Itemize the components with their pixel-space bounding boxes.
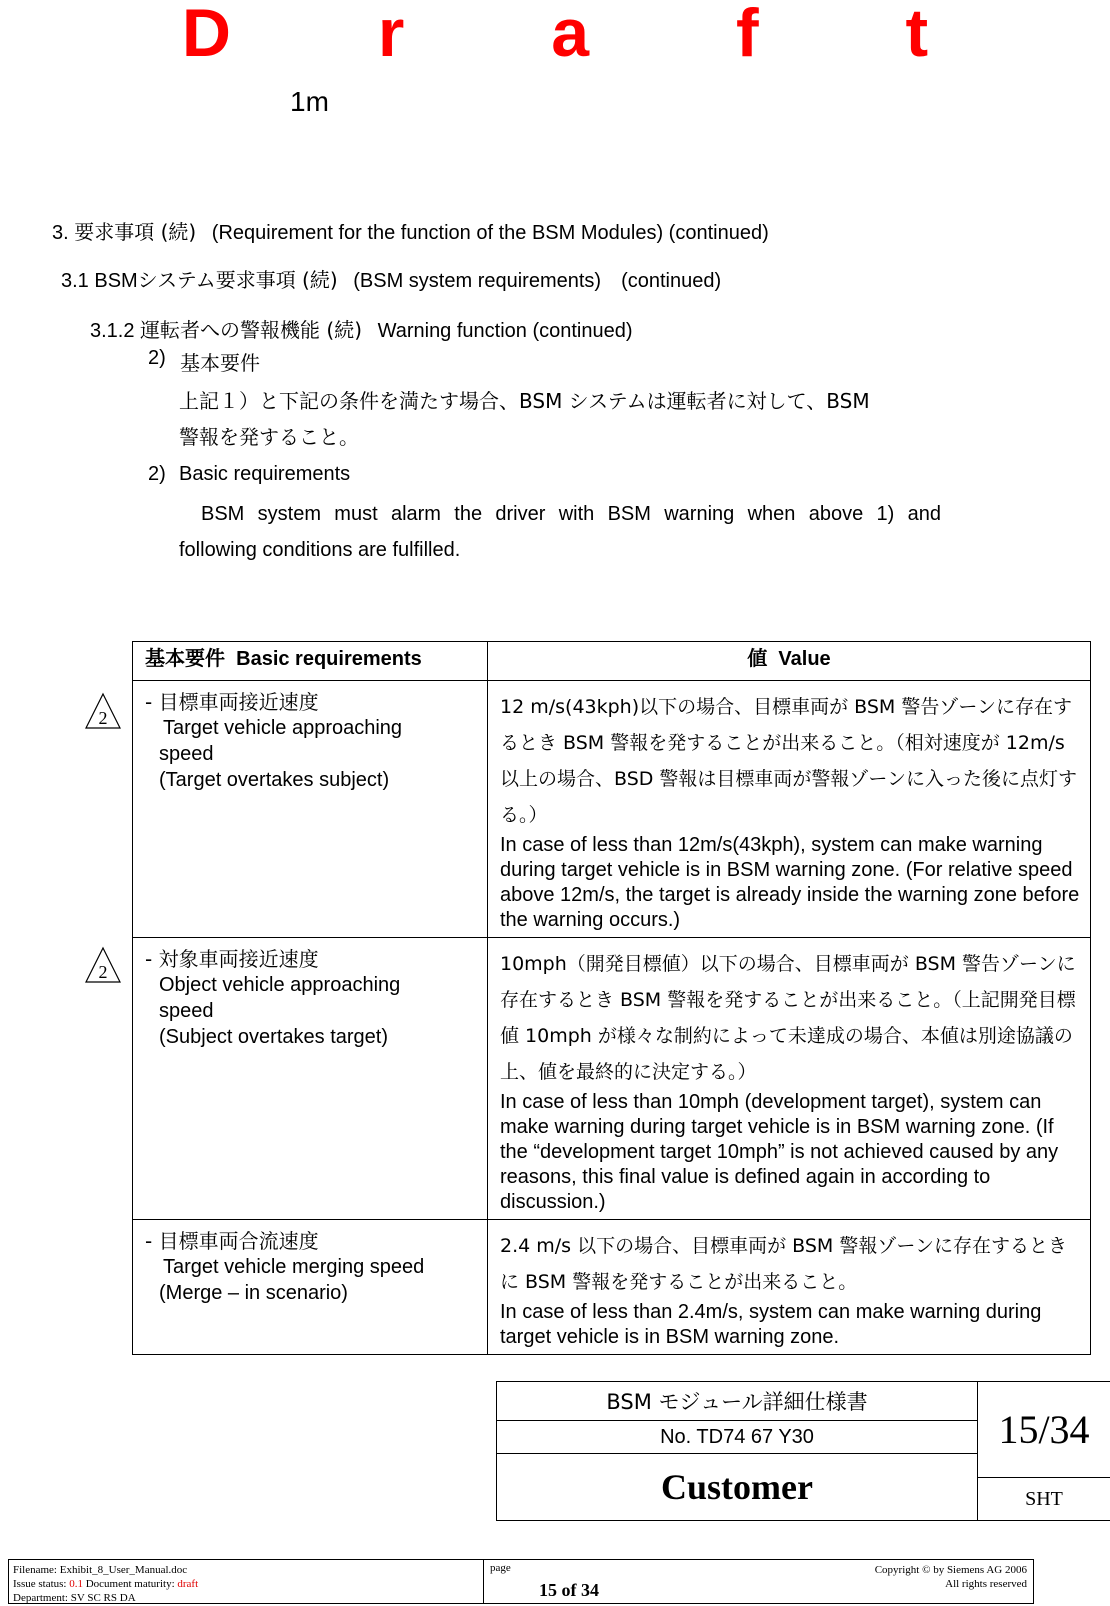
heading-3-1-en: (BSM system requirements) (continued) bbox=[353, 270, 722, 292]
requirement-cell bbox=[133, 681, 488, 938]
section-jp-line2: 警報を発すること。 bbox=[179, 425, 359, 449]
filename: Exhibit_8_User_Manual.doc bbox=[59, 1564, 188, 1576]
issue-label: Issue status: bbox=[13, 1578, 67, 1590]
document-maturity: draft bbox=[177, 1578, 199, 1590]
requirement-en-line1: Target vehicle merging speed bbox=[163, 1256, 425, 1278]
heading-3-1-2-jp: 運転者への警報機能 (続) bbox=[140, 318, 363, 342]
requirement-en-line2: speed bbox=[159, 743, 214, 765]
section-jp-number: 2) bbox=[148, 347, 166, 369]
section-jp-line1: 上記１）と下記の条件を満たす場合、BSM システムは運転者に対して、BSM bbox=[179, 389, 870, 413]
requirement-jp: - 対象車両接近速度 bbox=[145, 947, 319, 971]
page-number: 15 of 34 bbox=[539, 1580, 599, 1600]
header-basic-requirements bbox=[133, 642, 488, 681]
footer-document-info bbox=[13, 1563, 198, 1605]
heading-3-1-2-number: 3.1.2 bbox=[90, 320, 135, 342]
section-en-body bbox=[179, 496, 941, 568]
heading-3-1 bbox=[61, 264, 721, 293]
requirements-table bbox=[132, 641, 1091, 1355]
footer-copyright bbox=[875, 1563, 1027, 1591]
page-footer bbox=[8, 1559, 1034, 1604]
revision-number: 2 bbox=[98, 708, 108, 728]
header-left-jp: 基本要件 bbox=[145, 646, 225, 670]
section-en-line1: BSM system must alarm the driver with BSM warning when above 1) and bbox=[201, 503, 941, 525]
value-jp: 2.4 m/s 以下の場合、目標車両が BSM 警報ゾーンに存在するときに BSM 警報を発することが出来ること。 bbox=[500, 1235, 1067, 1293]
section-en-line2: following conditions are fulfilled. bbox=[179, 539, 461, 561]
requirement-en-line1: Target vehicle approaching bbox=[163, 717, 403, 739]
section-en-title: Basic requirements bbox=[179, 463, 351, 485]
header-right-en: Value bbox=[778, 648, 831, 670]
value-jp: 12 m/s(43kph)以下の場合、目標車両が BSM 警告ゾーンに存在するとき BSM 警報を発することが出来ること。（相対速度が 12m/s 以上の場合、BSD 警報は目標車両が警報ゾーンに入った後に点灯する。） bbox=[500, 696, 1084, 826]
section-jp-body bbox=[179, 383, 870, 455]
sheet-number: 15/34 bbox=[978, 1382, 1110, 1478]
sheet-label: SHT bbox=[978, 1478, 1110, 1521]
table-header-row bbox=[133, 642, 1091, 681]
page-label: page bbox=[490, 1562, 511, 1574]
header-value bbox=[488, 642, 1091, 681]
table-row bbox=[133, 938, 1091, 1220]
document-title: BSM モジュール詳細仕様書 bbox=[497, 1382, 978, 1421]
department: SV SC RS DA bbox=[70, 1592, 136, 1604]
requirement-en-line3: (Subject overtakes target) bbox=[159, 1026, 388, 1048]
filename-label: Filename: bbox=[13, 1564, 57, 1576]
heading-3-1-2-en: Warning function (continued) bbox=[377, 320, 633, 342]
value-cell bbox=[488, 1220, 1091, 1355]
table-row bbox=[133, 1220, 1091, 1355]
requirement-jp: - 目標車両合流速度 bbox=[145, 1229, 319, 1253]
maturity-label: Document maturity: bbox=[85, 1578, 175, 1590]
rights-reserved: All rights reserved bbox=[945, 1578, 1027, 1590]
value-en: In case of less than 12m/s(43kph), system can make warning during target vehicle is in BSM warning zone. (For relative speed above 12m/s, the target is already inside the warning zone before the warning occurs.) bbox=[500, 834, 1080, 931]
copyright: Copyright © by Siemens AG 2006 bbox=[874, 1564, 1027, 1576]
revision-triangle-icon bbox=[84, 692, 122, 730]
heading-3-en: (Requirement for the function of the BSM Modules) (continued) bbox=[211, 222, 769, 244]
header-left-en: Basic requirements bbox=[236, 648, 422, 670]
document-number: No. TD74 67 Y30 bbox=[497, 1421, 978, 1454]
requirement-cell bbox=[133, 938, 488, 1220]
requirement-en-line2: speed bbox=[159, 1000, 214, 1022]
department-label: Department: bbox=[13, 1592, 68, 1604]
table-row bbox=[133, 681, 1091, 938]
heading-3-jp: 要求事項 (続) bbox=[74, 220, 197, 244]
requirement-jp: - 目標車両接近速度 bbox=[145, 690, 319, 714]
heading-3-number: 3. bbox=[52, 222, 69, 244]
requirement-cell bbox=[133, 1220, 488, 1355]
requirement-en-line3: (Target overtakes subject) bbox=[159, 769, 390, 791]
revision-number: 2 bbox=[98, 962, 108, 982]
value-en: In case of less than 2.4m/s, system can make warning during target vehicle is in BSM warning zone. bbox=[500, 1301, 1042, 1348]
footer-page-box bbox=[483, 1560, 654, 1603]
value-en: In case of less than 10mph (development target), system can make warning during target vehicle is in BSM warning zone. (If the “development target 10mph” is not achieved caused by any reasons, this final value is defined again in according to discussion.) bbox=[500, 1091, 1059, 1213]
heading-3-1-jp: システム要求事項 (続) bbox=[137, 268, 338, 292]
value-jp: 10mph（開発目標値）以下の場合、目標車両が BSM 警告ゾーンに存在するとき BSM 警報を発することが出来ること。（上記開発目標値 10mph が様々な制約によって未達成の場合、本値は別途協議の上、値を最終的に決定する。） bbox=[500, 953, 1076, 1083]
draft-watermark: D r a f t bbox=[181, 0, 993, 71]
heading-3 bbox=[52, 216, 769, 245]
section-jp-title: 基本要件 bbox=[180, 351, 260, 375]
heading-3-1-2 bbox=[90, 314, 633, 343]
scale-note: 1m bbox=[290, 86, 329, 117]
revision-triangle-icon bbox=[84, 946, 122, 984]
value-cell bbox=[488, 681, 1091, 938]
requirement-en-line3: (Merge – in scenario) bbox=[159, 1282, 348, 1304]
value-cell bbox=[488, 938, 1091, 1220]
title-block bbox=[496, 1381, 1110, 1521]
header-right-jp: 値 bbox=[747, 646, 768, 670]
section-en-number: 2) bbox=[148, 463, 166, 485]
heading-3-1-number: 3.1 BSM bbox=[61, 270, 138, 292]
requirement-en-line1: Object vehicle approaching bbox=[159, 974, 401, 996]
issue-status: 0.1 bbox=[69, 1578, 83, 1590]
customer-label: Customer bbox=[497, 1454, 978, 1521]
